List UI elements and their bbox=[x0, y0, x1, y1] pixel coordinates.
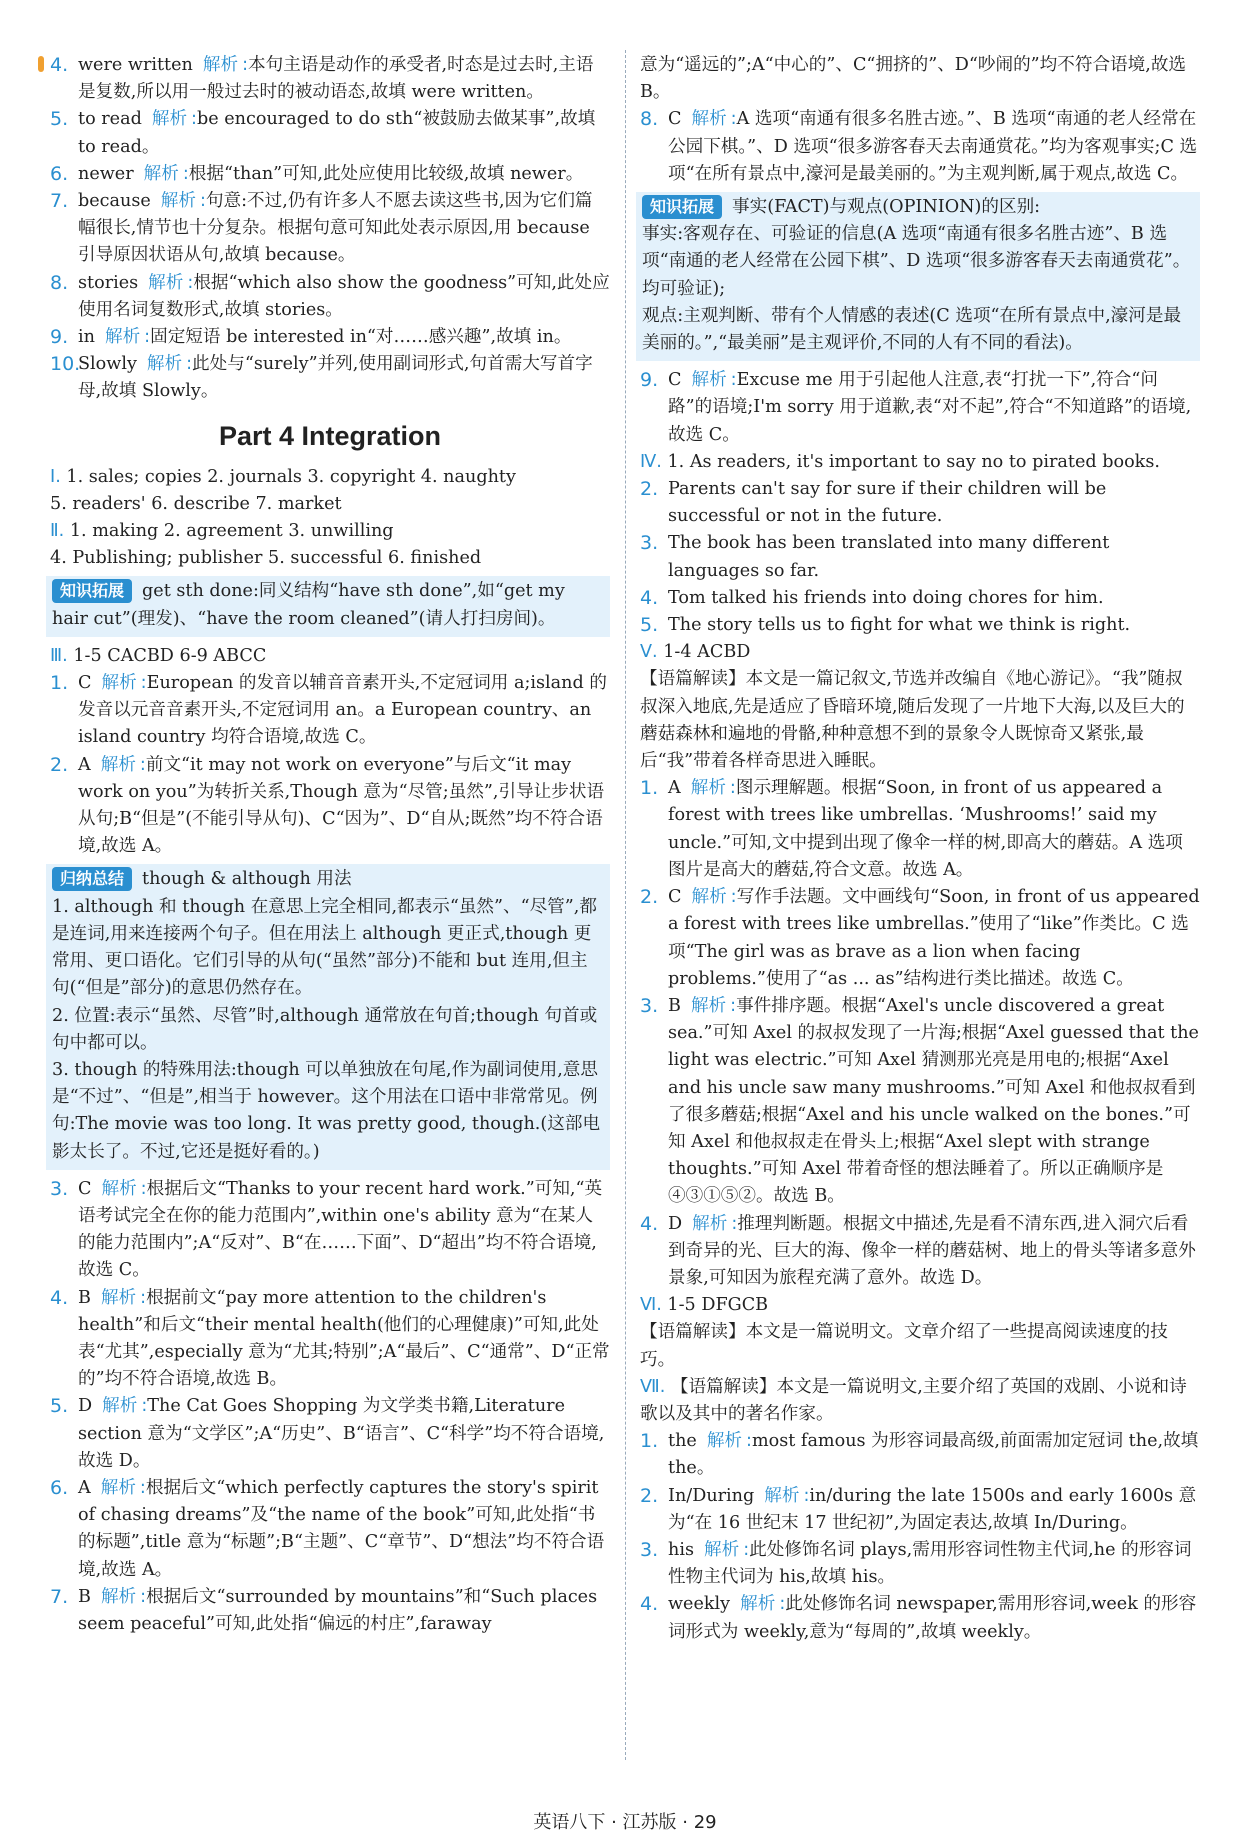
answer-list-part3 bbox=[50, 52, 610, 406]
section-3-items-a bbox=[50, 670, 610, 860]
analysis-label: 解析 bbox=[104, 327, 141, 348]
item-answer: D bbox=[668, 1213, 683, 1234]
analysis-label: 解析 bbox=[704, 1539, 740, 1560]
item-number: 3. bbox=[50, 1177, 69, 1200]
item-text: in/during the late 1500s and early 1600s 意为“在 16 世纪末 17 世纪初”,为固定表达,故填 In/During。 bbox=[668, 1485, 1197, 1533]
item-number: 2. bbox=[640, 1484, 659, 1507]
item-answer: A bbox=[78, 1477, 91, 1498]
analysis-label: 解析 bbox=[101, 1178, 137, 1199]
section-1-line-2: 5. readers' 6. describe 7. market bbox=[50, 493, 342, 514]
item-text: 句意:不过,仍有许多人不愿去读这些书,因为它们篇幅很长,情节也十分复杂。根据句意可知此处表示原因,用 because 引导原因状语从句,故填 because。 bbox=[78, 191, 593, 266]
item-answer: the bbox=[668, 1431, 697, 1452]
item-text: 事件排序题。根据“Axel's uncle discovered a great sea.”可知 Axel 的叔叔发现了一片海;根据“Axel guessed that the light was electric.”可知 Axel 猜测那光亮是用电的;根据“Axel and his uncle saw many mushrooms.”可知 Axel 和他叔叔看到了很多蘑菇;根据“Axel and his uncle walked on the bones.”可知 Axel 和他叔叔走在骨头上;根据“Axel slept with strange thoughts.”可知 Axel 带着奇怪的想法睡着了。所以正确顺序是④③①⑤②。故选 B。 bbox=[668, 995, 1199, 1207]
section-4-line-1 bbox=[640, 449, 1200, 476]
item-text: 根据前文“pay more attention to the children's health”和后文“their mental health(他们的心理健康)”可知,此处表“尤其”,especially 意为“尤其;特别”;A“最后”、C“通常”、D“正常的”均不符合语境,故选 B。 bbox=[78, 1287, 610, 1390]
analysis-label: 解析 bbox=[100, 1586, 137, 1607]
analysis-label: 解析 bbox=[692, 1213, 728, 1234]
item-text: 根据后文“surrounded by mountains”和“Such places seem peaceful”可知,此处指“偏远的村庄”,faraway bbox=[78, 1586, 598, 1634]
item-number: 2. bbox=[640, 886, 659, 909]
section-1-answers: 1. sales; copies 2. journals 3. copyright 4. naughty bbox=[66, 466, 516, 487]
item-number: 3. bbox=[640, 1538, 659, 1561]
item-number: 3. bbox=[640, 532, 659, 555]
section-6-roman: Ⅵ. bbox=[640, 1295, 662, 1316]
answer-item: 3. his 解析 :此处修饰名词 plays,需用形容词性物主代词,he 的形容词性物主代词为 his,故填 his。 bbox=[640, 1538, 1192, 1588]
analysis-label: 解析 bbox=[101, 673, 137, 694]
answer-item: 9. in 解析 :固定短语 be interested in“对……感兴趣”,故填 in。 bbox=[50, 324, 610, 351]
analysis-label: 解析 bbox=[151, 109, 188, 130]
section-4-roman: Ⅳ. bbox=[640, 451, 662, 472]
item-answer: to read bbox=[78, 109, 142, 130]
section-5-items bbox=[640, 775, 1200, 1292]
answer-item bbox=[640, 530, 1200, 584]
item-answer: were written bbox=[78, 55, 193, 75]
answer-item: 7. B 解析 :根据后文“surrounded by mountains”和“Such places seem peaceful”可知,此处指“偏远的村庄”,faraway bbox=[50, 1585, 598, 1634]
analysis-label: 解析 bbox=[100, 1287, 137, 1308]
item-number: 6. bbox=[50, 162, 69, 185]
item-number: 5. bbox=[640, 614, 659, 637]
item-number: 5. bbox=[50, 1395, 69, 1418]
knowledge-box-1 bbox=[46, 576, 610, 636]
answer-item: 5. D 解析 :The Cat Goes Shopping 为文学类书籍,Literature section 意为“文学区”;A“历史”、B“语言”、C“科学”均不符合语境,故选 D。 bbox=[50, 1395, 605, 1471]
answer-item: 9. C 解析 :Excuse me 用于引起他人注意,表“打扰一下”,符合“问路”的语境;I'm sorry 用于道歉,表“对不起”,符合“不知道路”的语境,故选 C。 bbox=[640, 369, 1192, 445]
section-7-header bbox=[640, 1374, 1200, 1428]
section-7-items bbox=[640, 1428, 1200, 1646]
left-column bbox=[50, 52, 610, 1638]
section-5-answers: 1-4 ACBD bbox=[663, 642, 751, 663]
analysis-label: 解析 bbox=[143, 163, 179, 184]
box-line: 2. 位置:表示“虽然、尽管”时,although 通常放在句首;though 句首或句中都可以。 bbox=[52, 1005, 598, 1053]
section-5-intro: 【语篇解读】本文是一篇记叙文,节选并改编自《地心游记》。“我”随叔叔深入地底,先是适应了昏暗环境,随后发现了一片地下大海,以及巨大的蘑菇森林和遍地的骨骼,种种意想不到的景象令人既惊奇又紧张,最后“我”带着各样奇思进入睡眠。 bbox=[640, 669, 1185, 772]
item-answer: B bbox=[78, 1287, 91, 1308]
column-divider bbox=[625, 50, 626, 1760]
item-text: The story tells us to fight for what we think is right. bbox=[668, 615, 1131, 636]
item-number: 6. bbox=[50, 1476, 69, 1499]
item-text: Parents can't say for sure if their children will be successful or not in the future. bbox=[668, 479, 1107, 527]
item-number: 4. bbox=[50, 54, 69, 76]
item-number: 8. bbox=[50, 271, 69, 294]
box-line: 观点:主观判断、带有个人情感的表述(C 选项“在所有景点中,濠河是最美丽的。”,“最美丽”是主观评价,不同的人有不同的看法)。 bbox=[642, 305, 1182, 354]
part-title: Part 4 Integration bbox=[218, 420, 442, 451]
summary-tag: 归纳总结 bbox=[52, 867, 132, 891]
item-text: Excuse me 用于引起他人注意,表“打扰一下”,符合“问路”的语境;I'm sorry 用于道歉,表“对不起”,符合“不知道路”的语境,故选 C。 bbox=[668, 370, 1192, 445]
item-9 bbox=[640, 367, 1200, 449]
section-1-line-1 bbox=[50, 464, 610, 491]
item-text: 推理判断题。根据文中描述,先是看不清东西,进入洞穴后看到奇异的光、巨大的海、像伞一样的蘑菇树、地上的骨头等诸多意外景象,可知因为旅程充满了意外。故选 D。 bbox=[668, 1213, 1196, 1288]
item-answer: because bbox=[78, 191, 151, 212]
item-text: most famous 为形容词最高级,前面需加定冠词 the,故填 the。 bbox=[668, 1431, 1199, 1479]
analysis-label: 解析 bbox=[160, 191, 196, 212]
item-text: 根据后文“Thanks to your recent hard work.”可知,“英语考试完全在你的能力范围内”,within one's ability 意为“在某人的能力范围内”;A“反对”、B“在……下面”、D“超出”均不符合语境,故选 C。 bbox=[78, 1178, 603, 1281]
section-7-roman: Ⅶ. bbox=[640, 1376, 666, 1397]
analysis-label: 解析 bbox=[691, 370, 727, 391]
item-text: The Cat Goes Shopping 为文学类书籍,Literature section 意为“文学区”;A“历史”、B“语言”、C“科学”均不符合语境,故选 D。 bbox=[78, 1396, 605, 1471]
answer-item: 2. C 解析 :写作手法题。文中画线句“Soon, in front of us appeared a forest with trees like umbrellas.”使用了“like”作类比。C 选项“The girl was as brave as a lion when facing problems.”使用了“as ... as”结构进行类比描述。故选 C。 bbox=[640, 886, 1200, 989]
item-text: 图示理解题。根据“Soon, in front of us appeared a forest with trees like umbrellas. ‘Mushrooms!’ said my uncle.”可知,文中提到出现了像伞一样的树,即高大的蘑菇。A 选项图片是高大的蘑菇,符合文意。故选 A。 bbox=[668, 778, 1183, 880]
answer-item bbox=[640, 612, 1200, 639]
analysis-label: 解析 bbox=[100, 754, 136, 775]
analysis-label: 解析 bbox=[691, 887, 727, 908]
section-3-header bbox=[50, 643, 610, 670]
item-number: 4. bbox=[640, 1593, 659, 1616]
item-number: 2. bbox=[50, 753, 69, 776]
item-answer: C bbox=[668, 370, 682, 391]
item-text: The book has been translated into many different languages so far. bbox=[668, 533, 1110, 581]
answer-item: 2. In/During 解析 :in/during the late 1500s and early 1600s 意为“在 16 世纪末 17 世纪初”,为固定表达,故填 In/During。 bbox=[640, 1484, 1197, 1533]
section-5-roman: Ⅴ. bbox=[640, 642, 658, 663]
summary-box bbox=[46, 864, 610, 1169]
item-text: 前文“it may not work on everyone”与后文“it may work on you”为转折关系,Though 意为“尽管;虽然”,引导让步状语从句;B“但是”(不能引导从句)、C“因为”、D“自从;既然”均不符合语境,故选 A。 bbox=[78, 754, 605, 857]
item-answer: newer bbox=[78, 163, 134, 184]
item-number: 3. bbox=[640, 994, 659, 1017]
item-answer: Slowly bbox=[78, 354, 137, 375]
section-4-items bbox=[640, 476, 1200, 639]
item-text: A 选项“南通有很多名胜古迹。”、B 选项“南通的老人经常在公园下棋。”、D 选项“很多游客春天去南通赏花。”均为客观事实;C 选项“在所有景点中,濠河是最美丽的。”为主观判断,属于观点,故选 C。 bbox=[668, 109, 1198, 184]
answer-item: 1. A 解析 :图示理解题。根据“Soon, in front of us appeared a forest with trees like umbrellas. ‘Mushrooms!’ said my uncle.”可知,文中提到出现了像伞一样的树,即高大的蘑菇。A 选项图片是高大的蘑菇,符合文意。故选 A。 bbox=[640, 777, 1183, 880]
answer-item: 4. D 解析 :推理判断题。根据文中描述,先是看不清东西,进入洞穴后看到奇异的光、巨大的海、像伞一样的蘑菇树、地上的骨头等诸多意外景象,可知因为旅程充满了意外。故选 D。 bbox=[640, 1212, 1196, 1288]
answer-item: 4. were written 解析 :本句主语是动作的承受者,时态是过去时,主语是复数,所以用一般过去时的被动语态,故填 were written。 bbox=[50, 54, 594, 103]
answer-item bbox=[640, 585, 1200, 612]
section-3-items-b bbox=[50, 1176, 610, 1638]
analysis-label: 解析 bbox=[102, 1396, 138, 1417]
item-text: 根据“than”可知,此处应使用比较级,故填 newer。 bbox=[188, 163, 584, 184]
analysis-label: 解析 bbox=[148, 272, 184, 293]
item-answer: C bbox=[78, 673, 92, 694]
section-2-answers: 1. making 2. agreement 3. unwilling bbox=[69, 521, 394, 542]
page-footer: 英语八下 · 江苏版 · 29 bbox=[533, 1812, 717, 1833]
item-number: 1. bbox=[50, 672, 69, 695]
analysis-label: 解析 bbox=[146, 354, 183, 375]
knowledge-text: get sth done:同义结构“have sth done”,如“get my hair cut”(理发)、“have the room cleaned”(请人打扫房间)。 bbox=[52, 581, 565, 629]
answer-item: 5. to read 解析 :be encouraged to do sth“被鼓励去做某事”,故填 to read。 bbox=[50, 108, 596, 157]
box-line: 3. though 的特殊用法:though 可以单独放在句尾,作为副词使用,意思是“不过”、“但是”,相当于 however。这个用法在口语中非常常见。例句:The movie was too long. It was pretty good, though.(这部电影太长了。不过,它还是挺好看的。) bbox=[52, 1059, 601, 1162]
item-number: 9. bbox=[50, 326, 69, 349]
item-number: 10. bbox=[50, 353, 81, 376]
analysis-label: 解析 bbox=[202, 55, 239, 75]
item-answer: C bbox=[668, 887, 682, 908]
item-answer: A bbox=[78, 754, 91, 775]
answer-item: 3. C 解析 :根据后文“Thanks to your recent hard work.”可知,“英语考试完全在你的能力范围内”,within one's ability 意为“在某人的能力范围内”;A“反对”、B“在……下面”、D“超出”均不符合语境,故选 C。 bbox=[50, 1177, 603, 1281]
item-number: 2. bbox=[640, 478, 659, 501]
answer-item: 4. B 解析 :根据前文“pay more attention to the children's health”和后文“their mental health(他们的心理健康)”可知,此处表“尤其”,especially 意为“尤其;特别”;A“最后”、C“通常”、D“正常的”均不符合语境,故选 B。 bbox=[50, 1286, 610, 1390]
box-line: 事实:客观存在、可验证的信息(A 选项“南通有很多名胜古迹”、B 选项“南通的老人经常在公园下棋”、D 选项“很多游客春天去南通赏花”。均可验证); bbox=[642, 224, 1191, 299]
analysis-label: 解析 bbox=[100, 1477, 136, 1498]
item-answer: C bbox=[78, 1178, 92, 1199]
item-answer: weekly bbox=[668, 1594, 731, 1615]
item-text: 写作手法题。文中画线句“Soon, in front of us appeared a forest with trees like umbrellas.”使用了“like”作类比。C 选项“The girl was as brave as a lion when facing problems.”使用了“as ... as”结构进行类比描述。故选 C。 bbox=[668, 887, 1200, 989]
answer-item: 6. A 解析 :根据后文“which perfectly captures the story's spirit of chasing dreams”及“the name of the book”可知,此处指“书的标题”,title 意为“标题”;B“主题”、C“章节”、D“想法”均不符合语境,故选 A。 bbox=[50, 1476, 605, 1580]
item-answer: B bbox=[668, 995, 681, 1016]
item-text: European 的发音以辅音音素开头,不定冠词用 a;island 的发音以元音音素开头,不定冠词用 an。a European country、an island country 均符合语境,故选 C。 bbox=[78, 673, 607, 748]
item-answer: D bbox=[78, 1396, 93, 1417]
item-answer: his bbox=[668, 1539, 694, 1560]
item-8 bbox=[640, 106, 1200, 188]
section-5-header bbox=[640, 639, 1200, 666]
analysis-label: 解析 bbox=[764, 1485, 800, 1506]
item-text: Tom talked his friends into doing chores for him. bbox=[668, 587, 1104, 608]
section-3-roman: Ⅲ. bbox=[50, 645, 68, 666]
summary-lines bbox=[52, 894, 604, 1166]
item-answer: in bbox=[78, 327, 95, 348]
item-text: 固定短语 be interested in“对……感兴趣”,故填 in。 bbox=[150, 327, 572, 348]
analysis-label: 解析 bbox=[690, 995, 727, 1016]
corner-mark-icon bbox=[38, 56, 44, 72]
item-text: 本句主语是动作的承受者,时态是过去时,主语是复数,所以用一般过去时的被动语态,故填 were written。 bbox=[78, 55, 594, 103]
section-2-line-1 bbox=[50, 518, 610, 545]
answer-item: 8. stories 解析 :根据“which also show the goodness”可知,此处应使用名词复数形式,故填 stories。 bbox=[50, 271, 610, 320]
answer-item: 7. because 解析 :句意:不过,仍有许多人不愿去读这些书,因为它们篇幅很长,情节也十分复杂。根据句意可知此处表示原因,用 because 引导原因状语从句,故填 because。 bbox=[50, 190, 593, 266]
item-number: 9. bbox=[640, 369, 659, 392]
answer-item: 4. weekly 解析 :此处修饰名词 newspaper,需用形容词,week 的形容词形式为 weekly,意为“每周的”,故填 weekly。 bbox=[640, 1593, 1197, 1642]
right-column bbox=[640, 52, 1200, 1646]
item-answer: B bbox=[78, 1586, 91, 1607]
answer-item: 2. A 解析 :前文“it may not work on everyone”与后文“it may work on you”为转折关系,Though 意为“尽管;虽然”,引导让步状语从句;B“但是”(不能引导从句)、C“因为”、D“自从;既然”均不符合语境,故选 A。 bbox=[50, 753, 605, 857]
item-number: 8. bbox=[640, 108, 659, 131]
item-answer: stories bbox=[78, 272, 139, 293]
section-2-roman: Ⅱ. bbox=[50, 521, 65, 542]
section-1-roman: Ⅰ. bbox=[50, 466, 61, 487]
item-number: 4. bbox=[640, 1212, 659, 1235]
section-6-answers: 1-5 DFGCB bbox=[667, 1295, 769, 1316]
item-text: 此处修饰名词 plays,需用形容词性物主代词,he 的形容词性物主代词为 his,故填 his。 bbox=[668, 1539, 1192, 1588]
item-number: 4. bbox=[640, 586, 659, 609]
answer-item: 10. Slowly 解析 :此处与“surely”并列,使用副词形式,句首需大写首字母,故填 Slowly。 bbox=[50, 353, 593, 402]
knowledge-title-2: 事实(FACT)与观点(OPINION)的区别: bbox=[732, 197, 1041, 218]
analysis-label: 解析 bbox=[706, 1431, 743, 1452]
section-4-first: 1. As readers, it's important to say no to pirated books. bbox=[667, 451, 1160, 472]
item-text: 此处修饰名词 newspaper,需用形容词,week 的形容词形式为 weekly,意为“每周的”,故填 weekly。 bbox=[668, 1594, 1197, 1642]
answer-item: 1. the 解析 :most famous 为形容词最高级,前面需加定冠词 the,故填 the。 bbox=[640, 1430, 1199, 1479]
answer-item: 3. B 解析 :事件排序题。根据“Axel's uncle discovered a great sea.”可知 Axel 的叔叔发现了一片海;根据“Axel guessed that the light was electric.”可知 Axel 猜测那光亮是用电的;根据“Axel and his uncle saw many mushrooms.”可知 Axel 和他叔叔看到了很多蘑菇;根据“Axel and his uncle walked on the bones.”可知 Axel 和他叔叔走在骨头上;根据“Axel slept with strange thoughts.”可知 Axel 带着奇怪的想法睡着了。所以正确顺序是④③①⑤②。故选 B。 bbox=[640, 994, 1199, 1207]
section-2-line-2: 4. Publishing; publisher 5. successful 6. finished bbox=[50, 548, 482, 569]
item-text: 根据后文“which perfectly captures the story's spirit of chasing dreams”及“the name of the book”可知,此处指“书的标题”,title 意为“标题”;B“主题”、C“章节”、D“想法”均不符合语境,故选 A。 bbox=[78, 1477, 605, 1580]
section-6-intro: 【语篇解读】本文是一篇说明文。文章介绍了一些提高阅读速度的技巧。 bbox=[640, 1322, 1168, 1370]
knowledge-lines-2 bbox=[642, 221, 1194, 357]
analysis-label: 解析 bbox=[740, 1594, 776, 1615]
knowledge-box-2 bbox=[636, 192, 1200, 361]
item-number: 1. bbox=[640, 777, 659, 800]
box-line: 1. although 和 though 在意思上完全相同,都表示“虽然”、“尽管”,都是连词,用来连接两个句子。但在用法上 although 更正式,though 更常用、更口语化。它们引导的从句(“虽然”部分)不能和 but 连用,但主句(“但是”部分)的意思仍然存在。 bbox=[52, 896, 597, 999]
item-answer: C bbox=[668, 109, 682, 130]
knowledge-tag-2: 知识拓展 bbox=[642, 195, 722, 219]
answer-item: 1. C 解析 :European 的发音以辅音音素开头,不定冠词用 a;island 的发音以元音音素开头,不定冠词用 an。a European country、an island country 均符合语境,故选 C。 bbox=[50, 672, 607, 748]
section-6-header bbox=[640, 1292, 1200, 1319]
item-number: 7. bbox=[50, 1585, 69, 1608]
continued-text: 意为“遥远的”;A“中心的”、C“拥挤的”、D“吵闹的”均不符合语境,故选 B。 bbox=[640, 55, 1187, 103]
item-number: 5. bbox=[50, 108, 69, 131]
answer-item: 8. C 解析 :A 选项“南通有很多名胜古迹。”、B 选项“南通的老人经常在公园下棋。”、D 选项“很多游客春天去南通赏花。”均为客观事实;C 选项“在所有景点中,濠河是最美丽的。”为主观判断,属于观点,故选 C。 bbox=[640, 108, 1198, 184]
item-number: 1. bbox=[640, 1430, 659, 1453]
analysis-label: 解析 bbox=[691, 109, 727, 130]
analysis-label: 解析 bbox=[690, 778, 726, 799]
section-3-answers: 1-5 CACBD 6-9 ABCC bbox=[73, 645, 267, 666]
answer-item: 6. newer 解析 :根据“than”可知,此处应使用比较级,故填 newer。 bbox=[50, 161, 610, 188]
item-text: 根据“which also show the goodness”可知,此处应使用名词复数形式,故填 stories。 bbox=[78, 272, 610, 320]
section-7-intro: 【语篇解读】本文是一篇说明文,主要介绍了英国的戏剧、小说和诗歌以及其中的著名作家。 bbox=[640, 1376, 1187, 1424]
item-number: 4. bbox=[50, 1286, 69, 1309]
knowledge-tag: 知识拓展 bbox=[52, 579, 132, 603]
item-text: 此处与“surely”并列,使用副词形式,句首需大写首字母,故填 Slowly。 bbox=[78, 354, 593, 402]
summary-title: though & although 用法 bbox=[142, 869, 352, 890]
item-answer: In/During bbox=[668, 1485, 755, 1506]
answer-item bbox=[640, 476, 1200, 530]
item-text: be encouraged to do sth“被鼓励去做某事”,故填 to read。 bbox=[78, 109, 596, 157]
item-answer: A bbox=[668, 778, 681, 799]
item-number: 7. bbox=[50, 190, 69, 213]
